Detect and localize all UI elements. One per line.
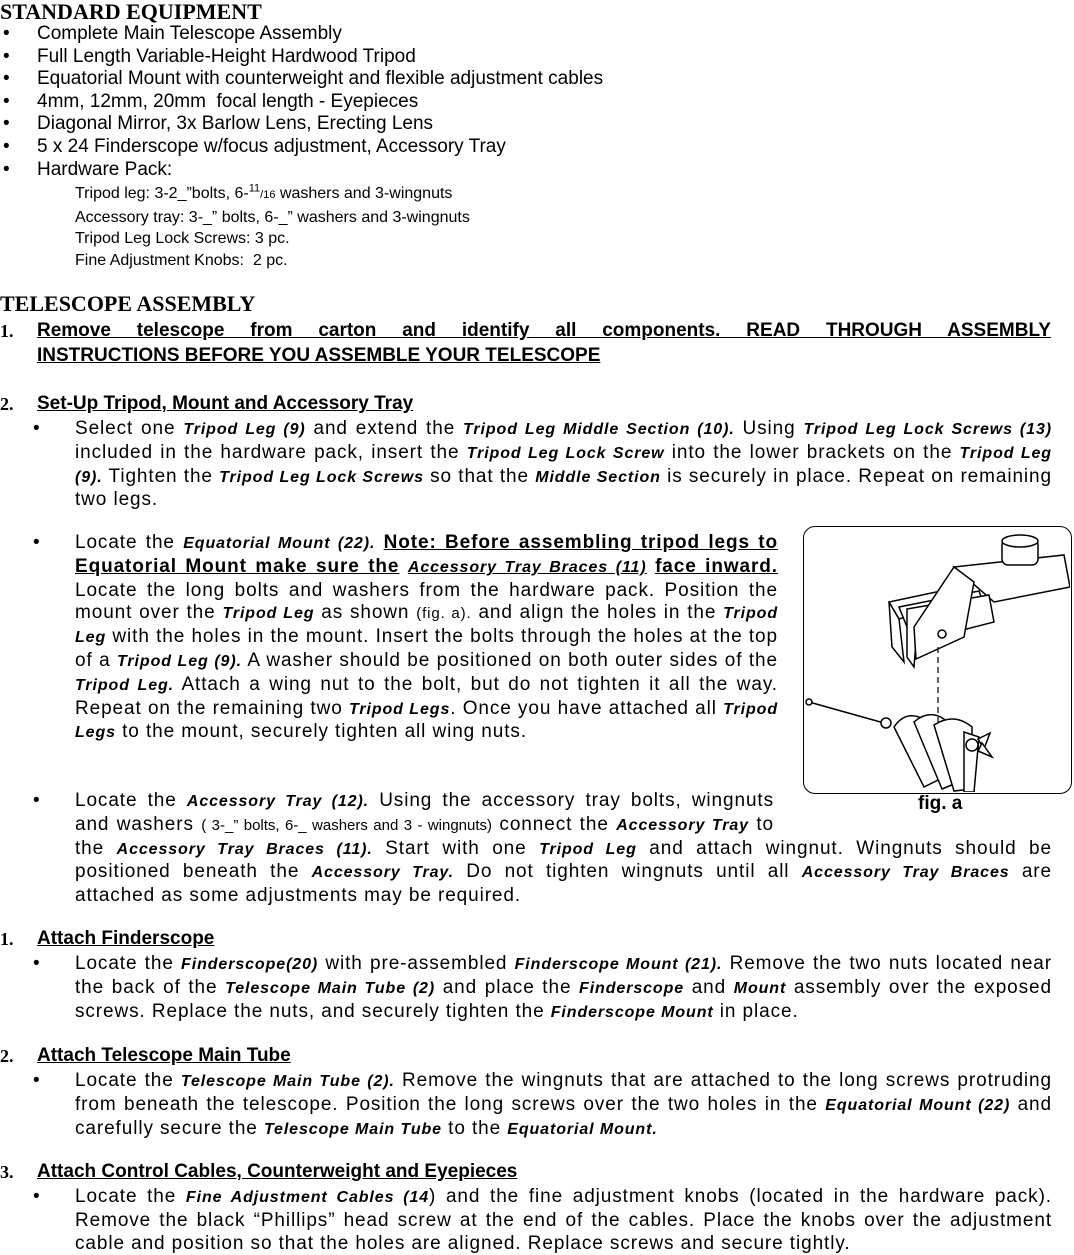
hardware-knobs: Fine Adjustment Knobs: 2 pc. [75, 251, 288, 269]
step-1-line-2: INSTRUCTIONS BEFORE YOU ASSEMBLE YOUR TELESCOPE [37, 345, 601, 366]
step-1: 1. Remove telescope from carton and identify all components. READ THROUGH ASSEMBLY INSTRUCTIONS BEFORE YOU ASSEMBLE YOUR TELESCOPE [0, 320, 1051, 366]
figure-caption: fig. a [918, 793, 963, 814]
tripod-mount-illustration [804, 527, 1070, 792]
paragraph: Locate the Accessory Tray (12). Using the accessory tray bolts, wingnuts and washers ( 3-_” bolts, 6-_ washers and 3 - wingnuts) connect the Accessory Tray to the Accessory Tray Braces (11). Start with one Tripod Leg and attach wingnut. Wingnuts should be positioned beneath the Accessory Tray. Do not tighten wingnuts until all Accessory Tray Braces are attached as some adjustments may be required. [75, 790, 1052, 907]
step-5-title: Attach Control Cables, Counterweight and Eyepieces [37, 1161, 518, 1182]
step-2-bullet-3: • Locate the Accessory Tray (12). Using the accessory tray bolts, wingnuts and washers ( 3-_” bolts, 6-_ washers and 3 - wingnuts) connect the Accessory Tray to the Accessory Tray Braces (11). Start with one Tripod Leg and attach wingnut. Wingnuts should be positioned beneath the Accessory Tray. Do not tighten wingnuts until all Accessory Tray Braces are attached as some adjustments may be required. [33, 790, 1052, 907]
paragraph: Locate the Finderscope(20) with pre-assembled Finderscope Mount (21). Remove the two nuts located near the back of the Telescope Main Tube (2) and place the Finderscope and Mount assembly over the exposed screws. Replace the nuts, and securely tighten the Finderscope Mount in place. [75, 953, 1053, 1022]
paragraph: Select one Tripod Leg (9) and extend the Tripod Leg Middle Section (10). Using Tripod Leg Lock Screws (13) included in the hardware pack, insert the Tripod Leg Lock Screw into the lower brackets on the Tripod Leg (9). Tighten the Tripod Leg Lock Screws so that the Middle Section is securely in place. Repeat on remaining two legs. [75, 418, 1052, 511]
paragraph: Locate the Fine Adjustment Cables (14) and the fine adjustment knobs (located in the hardware pack). Remove the black “Phillips” head screw at the end of the cables. Place the knobs over the adjustment cable and position so that the holes are aligned. Replace screws and secure tightly. [75, 1186, 1052, 1254]
step-4-bullet-1: • Locate the Telescope Main Tube (2). Remove the wingnuts that are attached to the long screws protruding from beneath the telescope. Position the long screws over the two holes in the Equatorial Mount (22) and carefully secure the Telescope Main Tube to the Equatorial Mount. [0, 1070, 1052, 1141]
step-3-title: Attach Finderscope [37, 928, 215, 949]
list-item: • Hardware Pack: [3, 158, 173, 180]
hardware-tripod-leg: Tripod leg: 3-2_”bolts, 6-$^{11}$/16 washers and 3-wingnuts [75, 182, 453, 202]
list-item: • Full Length Variable-Height Hardwood Tripod [3, 45, 416, 67]
step-2-bullet-1: • Select one Tripod Leg (9) and extend the Tripod Leg Middle Section (10). Using Tripod Leg Lock Screws (13) included in the hardware pack, insert the Tripod Leg Lock Screw into the lower brackets on the Tripod Leg (9). Tighten the Tripod Leg Lock Screws so that the Middle Section is securely in place. Repeat on remaining two legs. [33, 418, 1052, 511]
hardware-pack-list [75, 183, 470, 271]
list-item: • 5 x 24 Finderscope w/focus adjustment, Accessory Tray [3, 135, 506, 157]
standard-equipment-heading: STANDARD EQUIPMENT [0, 0, 262, 24]
figure-a [803, 526, 1072, 794]
list-item: • Equatorial Mount with counterweight and flexible adjustment cables [3, 68, 604, 90]
step-2-title: Set-Up Tripod, Mount and Accessory Tray [37, 393, 414, 414]
list-item: • Complete Main Telescope Assembly [3, 23, 342, 44]
equipment-list [0, 23, 700, 181]
step-1-line-1: Remove telescope from carton and identify all components. READ THROUGH ASSEMBLY [37, 320, 1051, 341]
paragraph: Locate the Telescope Main Tube (2). Remove the wingnuts that are attached to the long screws protruding from beneath the telescope. Position the long screws over the two holes in the Equatorial Mount (22) and carefully secure the Telescope Main Tube to the Equatorial Mount. [75, 1070, 1052, 1139]
hardware-accessory-tray: Accessory tray: 3-_” bolts, 6-_” washers and 3-wingnuts [75, 208, 470, 226]
hardware-lock-screws: Tripod Leg Lock Screws: 3 pc. [75, 230, 290, 247]
list-item: • 4mm, 12mm, 20mm focal length - Eyepieces [3, 90, 419, 112]
telescope-assembly-heading: TELESCOPE ASSEMBLY [0, 291, 256, 316]
step-3-bullet-1: • Locate the Finderscope(20) with pre-assembled Finderscope Mount (21). Remove the two nuts located near the back of the Telescope Main Tube (2) and place the Finderscope and Mount assembly over the exposed screws. Replace the nuts, and securely tighten the Finderscope Mount in place. [0, 953, 1052, 1024]
step-2-bullet-2: • Locate the Equatorial Mount (22). Note: Before assembling tripod legs to Equatorial Mount make sure the Accessory Tray Braces (11) face inward. Locate the long bolts and washers from the hardware pack. Position the mount over the Tripod Leg as shown (fig. a). and align the holes in the Tripod Leg with the holes in the mount. Insert the bolts through the holes at the top of a Tripod Leg (9). A washer should be positioned on both outer sides of the Tripod Leg. Attach a wing nut to the bolt, but do not tighten it all the way. Repeat on the remaining two Tripod Legs. Once you have attached all Tripod Legs to the mount, securely tighten all wing nuts. [0, 532, 778, 745]
step-5-bullet-1: • Locate the Fine Adjustment Cables (14) and the fine adjustment knobs (located in the hardware pack). Remove the black “Phillips” head screw at the end of the cables. Place the knobs over the adjustment cable and position so that the holes are aligned. Replace screws and secure tightly. [33, 1186, 1052, 1254]
step-4-title: Attach Telescope Main Tube [37, 1045, 291, 1066]
list-item: • Diagonal Mirror, 3x Barlow Lens, Erecting Lens [3, 113, 434, 135]
paragraph: Locate the Equatorial Mount (22). Note: Before assembling tripod legs to Equatorial Mount make sure the Accessory Tray Braces (11) face inward. Locate the long bolts and washers from the hardware pack. Position the mount over the Tripod Leg as shown (fig. a). and align the holes in the Tripod Leg with the holes in the mount. Insert the bolts through the holes at the top of a Tripod Leg (9). A washer should be positioned on both outer sides of the Tripod Leg. Attach a wing nut to the bolt, but do not tighten it all the way. Repeat on the remaining two Tripod Legs. Once you have attached all Tripod Legs to the mount, securely tighten all wing nuts. [75, 532, 779, 743]
